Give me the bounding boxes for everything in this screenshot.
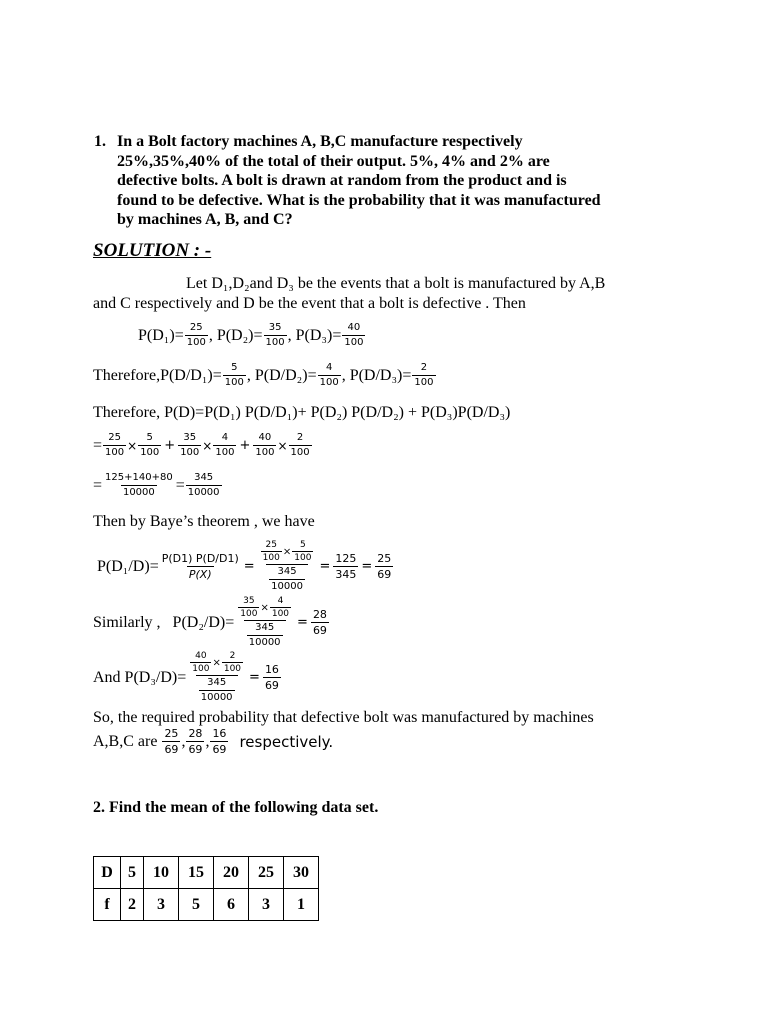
conditionals-prefix: Therefore, bbox=[93, 366, 161, 384]
fraction: $\frac{40}{100}$ bbox=[255, 432, 275, 458]
table-cell: 10 bbox=[144, 857, 179, 889]
prior-label: , P(D₃)= bbox=[287, 326, 342, 344]
prior-label: P(D₁)= bbox=[138, 326, 184, 344]
question-line: found to be defective. What is the probability that it was manufactured bbox=[117, 191, 601, 209]
fraction: $\frac{125+140+80}{10000}$ bbox=[105, 472, 173, 498]
solution-heading: SOLUTION : - bbox=[93, 240, 212, 261]
priors-line bbox=[138, 322, 366, 349]
times-sign: × bbox=[127, 438, 138, 453]
question-line: by machines A, B, and C? bbox=[117, 211, 293, 229]
bayes-label: P(D₁/D)= bbox=[97, 557, 159, 575]
table-cell: 3 bbox=[249, 889, 284, 921]
times-sign: × bbox=[277, 438, 288, 453]
question-1-text bbox=[117, 132, 697, 230]
comma: , bbox=[205, 732, 210, 750]
prior-label: , P(D₂)= bbox=[208, 326, 263, 344]
compound-fraction: $\frac{25}{100}$ × $\frac{5}{100}$ $\frac{345}{10000}$ bbox=[262, 540, 312, 592]
conditional-fraction: $\frac{2}{100}$ bbox=[414, 362, 434, 388]
bayes-d2-line bbox=[93, 596, 330, 649]
fraction: $\frac{4}{100}$ bbox=[215, 432, 235, 458]
plus-sign: + bbox=[164, 438, 176, 453]
conditional-label: , P(D/D₂)= bbox=[246, 366, 317, 384]
intro-line-1: Let D₁,D₂and D₃ be the events that a bolt is manufactured by A,B bbox=[186, 275, 606, 292]
fraction: $\frac{125}{345}$ bbox=[335, 552, 357, 581]
conditional-fraction: $\frac{4}{100}$ bbox=[319, 362, 339, 388]
fraction: $\frac{16}{69}$ bbox=[212, 727, 227, 756]
equals-sign: = bbox=[243, 559, 255, 574]
question-line: In a Bolt factory machines A, B,C manufacture respectively bbox=[117, 133, 523, 150]
prior-fraction: $\frac{40}{100}$ bbox=[344, 322, 364, 348]
table-cell: 25 bbox=[249, 857, 284, 889]
equals-sign: = bbox=[93, 436, 103, 454]
fraction: $\frac{16}{69}$ bbox=[264, 663, 279, 692]
table-cell: 20 bbox=[214, 857, 249, 889]
fraction: $\frac{28}{69}$ bbox=[188, 727, 203, 756]
table-cell: 1 bbox=[284, 889, 319, 921]
table-cell: 5 bbox=[179, 889, 214, 921]
total-probability-formula: Therefore, P(D)=P(D₁) P(D/D₁)+ P(D₂) P(D/D₂) + P(D₃)P(D/D₃) bbox=[93, 404, 511, 421]
conditional-fraction: $\frac{5}{100}$ bbox=[224, 362, 244, 388]
fraction: $\frac{25}{100}$ bbox=[105, 432, 125, 458]
conclusion-line-2 bbox=[93, 727, 333, 756]
table-cell: f bbox=[94, 889, 121, 921]
table-cell: 3 bbox=[144, 889, 179, 921]
equals-sign: = bbox=[175, 476, 185, 494]
equals-sign: = bbox=[361, 559, 373, 574]
bayes-d1-line bbox=[97, 540, 394, 593]
bayes-label: And P(D₃/D)= bbox=[93, 668, 187, 686]
table-cell: 30 bbox=[284, 857, 319, 889]
table-row bbox=[94, 857, 319, 889]
equals-sign: = bbox=[93, 476, 103, 494]
equals-sign: = bbox=[297, 615, 308, 630]
bayes-intro: Then by Baye’s theorem , we have bbox=[93, 513, 315, 530]
compound-fraction: $\frac{35}{100}$ × $\frac{4}{100}$ $\frac{345}{10000}$ bbox=[240, 596, 290, 648]
conditional-label: , P(D/D₃)= bbox=[341, 366, 412, 384]
fraction: $\frac{25}{69}$ bbox=[164, 727, 179, 756]
comma: , bbox=[181, 732, 186, 750]
conclusion-suffix: respectively. bbox=[239, 732, 334, 751]
intro-line-2: and C respectively and D be the event that a bolt is defective . Then bbox=[93, 295, 526, 312]
equals-sign: = bbox=[319, 559, 331, 574]
fraction: $\frac{5}{100}$ bbox=[140, 432, 160, 458]
table-cell: 15 bbox=[179, 857, 214, 889]
data-table bbox=[93, 856, 319, 921]
fraction: $\frac{2}{100}$ bbox=[290, 432, 310, 458]
question-1-number: 1. bbox=[94, 133, 106, 150]
times-sign: × bbox=[202, 438, 213, 453]
question-line: defective bolts. A bolt is drawn at random from the product and is bbox=[117, 172, 567, 190]
fraction: $\frac{35}{100}$ bbox=[180, 432, 200, 458]
conclusion-line-1: So, the required probability that defective bolt was manufactured by machines bbox=[93, 709, 594, 726]
table-cell: D bbox=[94, 857, 121, 889]
bayes-label: Similarly , P(D₂/D)= bbox=[93, 613, 235, 631]
question-2-title: 2. Find the mean of the following data set. bbox=[93, 799, 379, 816]
conclusion-prefix: A,B,C are bbox=[93, 732, 162, 750]
prior-fraction: $\frac{25}{100}$ bbox=[186, 322, 206, 348]
table-cell: 5 bbox=[121, 857, 144, 889]
fraction: $\frac{25}{69}$ bbox=[377, 552, 392, 581]
conditionals-line bbox=[93, 362, 437, 389]
conditional-label: P(D/D₁)= bbox=[160, 366, 222, 384]
question-line: 25%,35%,40% of the total of their output. 5%, 4% and 2% are bbox=[117, 152, 550, 170]
expansion-line bbox=[93, 432, 313, 459]
sum-line bbox=[93, 472, 223, 499]
table-cell: 6 bbox=[214, 889, 249, 921]
bayes-formula-fraction: $\frac{P(D1) P(D/D1)}{P(X)}$ bbox=[161, 552, 239, 581]
fraction: $\frac{345}{10000}$ bbox=[187, 472, 220, 498]
plus-sign: + bbox=[239, 438, 251, 453]
compound-fraction: $\frac{40}{100}$ × $\frac{2}{100}$ $\frac{345}{10000}$ bbox=[192, 651, 242, 703]
bayes-d3-line bbox=[93, 651, 282, 704]
table-cell: 2 bbox=[121, 889, 144, 921]
table-row bbox=[94, 889, 319, 921]
prior-fraction: $\frac{35}{100}$ bbox=[265, 322, 285, 348]
fraction: $\frac{28}{69}$ bbox=[312, 608, 327, 637]
equals-sign: = bbox=[249, 670, 260, 685]
